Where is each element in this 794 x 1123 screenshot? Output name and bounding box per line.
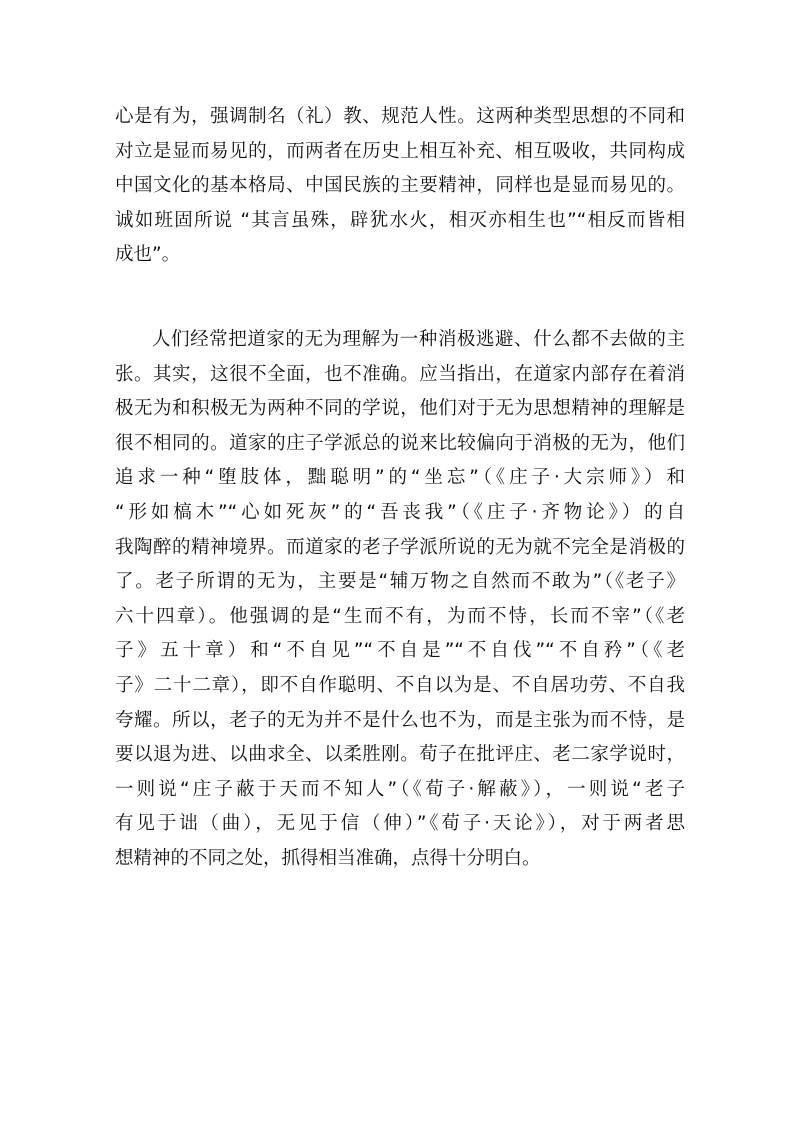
- text-line: 心是有为，强调制名（礼）教、规范人性。这两种类型思想的不同和: [115, 106, 685, 127]
- text-line: 了。老子所谓的无为，主要是“辅万物之自然而不敢为”（《老子》: [115, 571, 685, 593]
- text-line: 有见于诎（曲），无见于信（伸）”《荀子·天论》），对于两者思: [115, 813, 685, 835]
- text-line: “形如槁木”“心如死灰”的“吾丧我”（《庄子·齐物论》）的自: [115, 501, 685, 523]
- text-line: 对立是显而易见的，而两者在历史上相互补充、相互吸收，共同构成: [115, 140, 685, 162]
- text-line: 想精神的不同之处，抓得相当准确，点得十分明白。: [115, 847, 541, 869]
- text-line: 张。其实，这很不全面，也不准确。应当指出，在道家内部存在着消: [115, 363, 685, 385]
- text-line: 诚如班固所说 “其言虽殊，辟犹水火，相灭亦相生也”“相反而皆相: [115, 209, 685, 231]
- paragraph-1: [115, 100, 685, 273]
- text-line: 子》二十二章），即不自作聪明、不自以为是、不自居功劳、不自我: [115, 674, 685, 696]
- text-line: 很不相同的。道家的庄子学派总的说来比较偏向于消极的无为，他们: [115, 432, 685, 454]
- text-line: 追求一种“堕肢体，黜聪明”的“坐忘”（《庄子·大宗师》）和: [115, 467, 685, 489]
- text-line: 极无为和积极无为两种不同的学说，他们对于无为思想精神的理解是: [115, 398, 685, 420]
- text-line: 六十四章）。他强调的是“生而不有，为而不恃，长而不宰”（《老: [115, 605, 685, 627]
- text-line: 夸耀。所以，老子的无为并不是什么也不为，而是主张为而不恃，是: [115, 709, 685, 731]
- text-line: 要以退为进、以曲求全、以柔胜刚。荀子在批评庄、老二家学说时，: [115, 744, 685, 766]
- text-line: 成也”。: [115, 244, 181, 266]
- text-line: 我陶醉的精神境界。而道家的老子学派所说的无为就不完全是消极的: [115, 536, 685, 558]
- paragraph-2: [115, 323, 685, 877]
- text-line: 中国文化的基本格局、中国民族的主要精神，同样也是显而易见的。: [115, 175, 685, 197]
- text-line: 子》五十章）和“不自见”“不自是”“不自伐”“不自矜”（《老: [115, 640, 685, 662]
- text-line: 人们经常把道家的无为理解为一种消极逃避、什么都不去做的主: [152, 329, 685, 350]
- text-line: 一则说“庄子蔽于天而不知人”（《荀子·解蔽》），一则说“老子: [115, 778, 685, 800]
